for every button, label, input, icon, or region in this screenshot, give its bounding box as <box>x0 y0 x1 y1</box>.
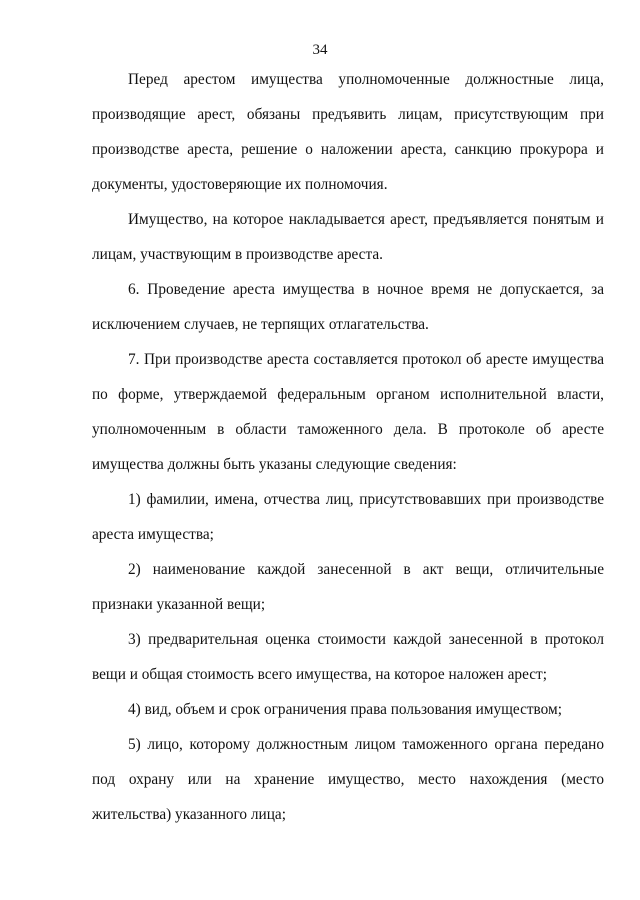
list-item: 4) вид, объем и срок ограничения права пользования имуществом; <box>128 701 562 718</box>
list-item: 3) предварительная оценка стоимости каждой занесенной в протокол вещи и общая стоимость всего имущества, на которое наложен арест; <box>92 631 604 683</box>
list-item: 2) наименование каждой занесенной в акт вещи, отличительные признаки указанной вещи; <box>92 561 604 613</box>
paragraph: Перед арестом имущества уполномоченные должностные лица, производящие арест, обязаны предъявить лицам, присутствующим при производстве ареста, решение о наложении ареста, санкцию прокурора и документы, удостоверяющие их полномочия. <box>92 71 604 193</box>
paragraph: Имущество, на которое накладывается арест, предъявляется понятым и лицам, участвующим в производстве ареста. <box>92 211 604 263</box>
list-item: 1) фамилии, имена, отчества лиц, присутствовавших при производстве ареста имущества; <box>92 491 604 543</box>
list-item: 5) лицо, которому должностным лицом таможенного органа передано под охрану или на хранение имущество, место нахождения (место жительства) указанного лица; <box>92 736 604 823</box>
page-number: 34 <box>312 42 328 58</box>
paragraph: 7. При производстве ареста составляется протокол об аресте имущества по форме, утверждаемой федеральным органом исполнительной власти, уполномоченным в области таможенного дела. В протоколе об аресте имущества должны быть указаны следующие сведения: <box>92 351 604 473</box>
paragraph: 6. Проведение ареста имущества в ночное время не допускается, за исключением случаев, не терпящих отлагательства. <box>92 281 604 333</box>
document-body <box>92 62 604 832</box>
